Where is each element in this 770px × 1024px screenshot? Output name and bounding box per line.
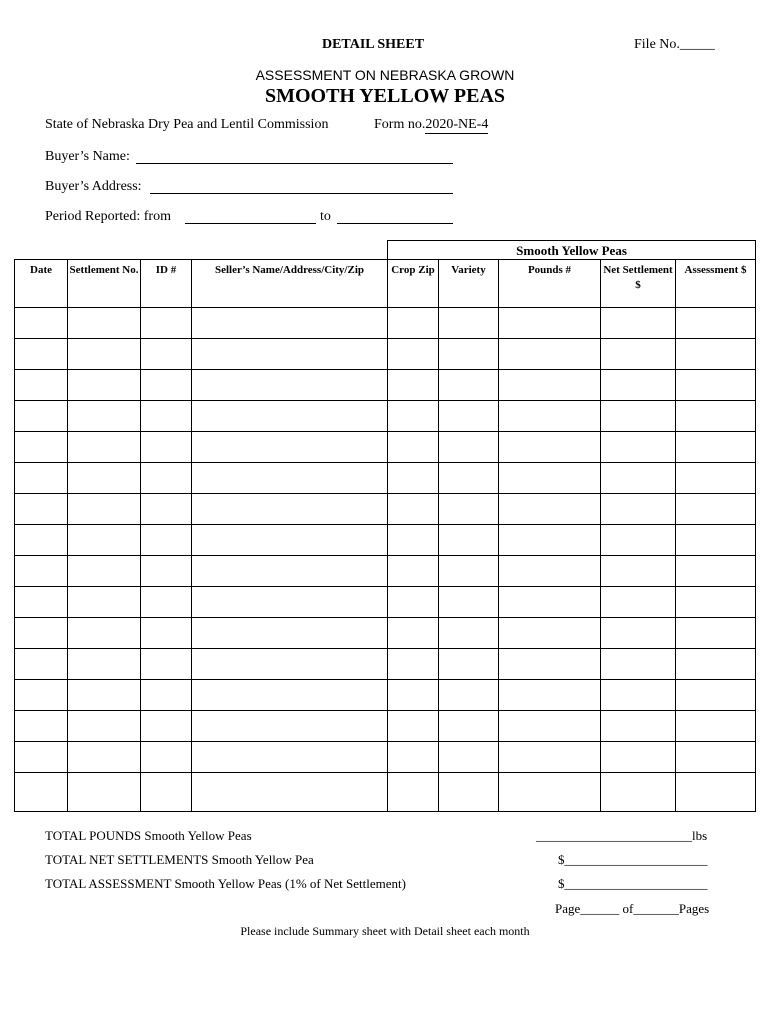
- cell-pounds[interactable]: [499, 618, 601, 649]
- cell-settlement[interactable]: [68, 463, 141, 494]
- table-row: [15, 649, 756, 680]
- cell-date[interactable]: [15, 339, 68, 370]
- cell-id[interactable]: [141, 370, 192, 401]
- table-row: [15, 494, 756, 525]
- total-net-settlements-label: TOTAL NET SETTLEMENTS Smooth Yellow Pea: [45, 852, 314, 867]
- cell-seller[interactable]: [192, 742, 388, 773]
- table-row: [15, 618, 756, 649]
- table-row: [15, 308, 756, 339]
- total-assessment-label: TOTAL ASSESSMENT Smooth Yellow Peas (1% of Net Settlement): [45, 876, 406, 891]
- table-row: [15, 587, 756, 618]
- cell-net-settlement[interactable]: [601, 463, 676, 494]
- cell-date[interactable]: [15, 773, 68, 812]
- commission-name: State of Nebraska Dry Pea and Lentil Commission: [45, 117, 329, 132]
- cell-pounds[interactable]: [499, 711, 601, 742]
- table-row: [15, 773, 756, 812]
- cell-variety[interactable]: [439, 618, 499, 649]
- column-header-crop-zip: Crop Zip: [388, 260, 439, 308]
- cell-id[interactable]: [141, 308, 192, 339]
- cell-settlement[interactable]: [68, 494, 141, 525]
- cell-variety[interactable]: [439, 339, 499, 370]
- cell-id[interactable]: [141, 742, 192, 773]
- footer-note: Please include Summary sheet with Detail sheet each month: [240, 924, 530, 938]
- cell-settlement[interactable]: [68, 370, 141, 401]
- assessment-subtitle: ASSESSMENT ON NEBRASKA GROWN: [255, 67, 515, 83]
- cell-crop-zip[interactable]: [388, 711, 439, 742]
- cell-settlement[interactable]: [68, 773, 141, 812]
- column-header-seller: Seller’s Name/Address/City/Zip: [192, 260, 388, 308]
- cell-assessment[interactable]: [676, 494, 756, 525]
- cell-date[interactable]: [15, 308, 68, 339]
- cell-seller[interactable]: [192, 525, 388, 556]
- cell-pounds[interactable]: [499, 525, 601, 556]
- cell-assessment[interactable]: [676, 432, 756, 463]
- cell-id[interactable]: [141, 494, 192, 525]
- table-row: [15, 711, 756, 742]
- cell-crop-zip[interactable]: [388, 308, 439, 339]
- cell-net-settlement[interactable]: [601, 525, 676, 556]
- cell-net-settlement[interactable]: [601, 742, 676, 773]
- buyer-name-field[interactable]: [136, 163, 453, 164]
- cell-date[interactable]: [15, 432, 68, 463]
- cell-variety[interactable]: [439, 649, 499, 680]
- cell-assessment[interactable]: [676, 587, 756, 618]
- cell-variety[interactable]: [439, 711, 499, 742]
- table-row: [15, 556, 756, 587]
- table-row: [15, 370, 756, 401]
- cell-variety[interactable]: [439, 432, 499, 463]
- cell-crop-zip[interactable]: [388, 370, 439, 401]
- cell-assessment[interactable]: [676, 463, 756, 494]
- cell-seller[interactable]: [192, 308, 388, 339]
- cell-seller[interactable]: [192, 370, 388, 401]
- table-row: [15, 432, 756, 463]
- cell-pounds[interactable]: [499, 773, 601, 812]
- cell-assessment[interactable]: [676, 401, 756, 432]
- detail-sheet-heading: DETAIL SHEET: [321, 37, 425, 52]
- detail-table: [14, 240, 756, 812]
- cell-pounds[interactable]: [499, 370, 601, 401]
- cell-net-settlement[interactable]: [601, 401, 676, 432]
- cell-assessment[interactable]: [676, 649, 756, 680]
- cell-seller[interactable]: [192, 401, 388, 432]
- cell-pounds[interactable]: [499, 463, 601, 494]
- cell-crop-zip[interactable]: [388, 742, 439, 773]
- period-from-field[interactable]: [185, 223, 316, 224]
- period-to-label: to: [320, 209, 331, 224]
- cell-pounds[interactable]: [499, 587, 601, 618]
- cell-id[interactable]: [141, 463, 192, 494]
- cell-seller[interactable]: [192, 339, 388, 370]
- total-net-settlements-field[interactable]: $______________________: [558, 852, 708, 867]
- cell-settlement[interactable]: [68, 401, 141, 432]
- cell-variety[interactable]: [439, 525, 499, 556]
- cell-crop-zip[interactable]: [388, 401, 439, 432]
- cell-id[interactable]: [141, 432, 192, 463]
- cell-net-settlement[interactable]: [601, 649, 676, 680]
- cell-seller[interactable]: [192, 680, 388, 711]
- cell-variety[interactable]: [439, 742, 499, 773]
- cell-id[interactable]: [141, 401, 192, 432]
- cell-crop-zip[interactable]: [388, 463, 439, 494]
- buyer-name-label: Buyer’s Name:: [45, 149, 130, 164]
- cell-id[interactable]: [141, 525, 192, 556]
- table-row: [15, 401, 756, 432]
- cell-id[interactable]: [141, 587, 192, 618]
- cell-assessment[interactable]: [676, 680, 756, 711]
- cell-date[interactable]: [15, 742, 68, 773]
- cell-date[interactable]: [15, 463, 68, 494]
- cell-crop-zip[interactable]: [388, 680, 439, 711]
- cell-seller[interactable]: [192, 463, 388, 494]
- cell-settlement[interactable]: [68, 587, 141, 618]
- cell-net-settlement[interactable]: [601, 370, 676, 401]
- cell-id[interactable]: [141, 711, 192, 742]
- cell-net-settlement[interactable]: [601, 587, 676, 618]
- cell-seller[interactable]: [192, 587, 388, 618]
- column-header-settlement: Settlement No.: [68, 260, 141, 308]
- total-pounds-field[interactable]: ________________________lbs: [536, 828, 708, 843]
- period-to-field[interactable]: [337, 223, 453, 224]
- cell-variety[interactable]: [439, 494, 499, 525]
- cell-crop-zip[interactable]: [388, 618, 439, 649]
- cell-variety[interactable]: [439, 680, 499, 711]
- cell-date[interactable]: [15, 401, 68, 432]
- cell-date[interactable]: [15, 618, 68, 649]
- total-assessment-field[interactable]: $______________________: [558, 876, 708, 891]
- column-header-date: Date: [15, 260, 68, 308]
- column-header-pounds: Pounds #: [499, 260, 601, 308]
- cell-settlement[interactable]: [68, 742, 141, 773]
- cell-variety[interactable]: [439, 401, 499, 432]
- table-group-header-row: [15, 241, 756, 260]
- cell-net-settlement[interactable]: [601, 711, 676, 742]
- cell-seller[interactable]: [192, 649, 388, 680]
- cell-seller[interactable]: [192, 711, 388, 742]
- cell-assessment[interactable]: [676, 308, 756, 339]
- table-spacer: [15, 241, 388, 260]
- cell-settlement[interactable]: [68, 618, 141, 649]
- cell-variety[interactable]: [439, 370, 499, 401]
- form-number: [374, 117, 488, 134]
- column-header-net-settlement: Net Settlement $: [601, 260, 676, 308]
- cell-assessment[interactable]: [676, 525, 756, 556]
- cell-id[interactable]: [141, 556, 192, 587]
- column-header-variety: Variety: [439, 260, 499, 308]
- table-body: [15, 308, 756, 812]
- cell-net-settlement[interactable]: [601, 308, 676, 339]
- cell-pounds[interactable]: [499, 556, 601, 587]
- cell-seller[interactable]: [192, 618, 388, 649]
- cell-id[interactable]: [141, 680, 192, 711]
- cell-seller[interactable]: [192, 773, 388, 812]
- cell-crop-zip[interactable]: [388, 556, 439, 587]
- cell-variety[interactable]: [439, 556, 499, 587]
- cell-pounds[interactable]: [499, 680, 601, 711]
- cell-date[interactable]: [15, 680, 68, 711]
- table-row: [15, 525, 756, 556]
- cell-pounds[interactable]: [499, 432, 601, 463]
- cell-settlement[interactable]: [68, 711, 141, 742]
- table-row: [15, 339, 756, 370]
- cell-seller[interactable]: [192, 494, 388, 525]
- cell-crop-zip[interactable]: [388, 525, 439, 556]
- cell-date[interactable]: [15, 494, 68, 525]
- cell-variety[interactable]: [439, 773, 499, 812]
- cell-crop-zip[interactable]: [388, 649, 439, 680]
- cell-pounds[interactable]: [499, 401, 601, 432]
- cell-settlement[interactable]: [68, 556, 141, 587]
- cell-settlement[interactable]: [68, 680, 141, 711]
- cell-crop-zip[interactable]: [388, 773, 439, 812]
- buyer-address-field[interactable]: [150, 193, 453, 194]
- cell-net-settlement[interactable]: [601, 680, 676, 711]
- cell-settlement[interactable]: [68, 339, 141, 370]
- cell-crop-zip[interactable]: [388, 494, 439, 525]
- cell-assessment[interactable]: [676, 742, 756, 773]
- cell-variety[interactable]: [439, 587, 499, 618]
- cell-pounds[interactable]: [499, 339, 601, 370]
- cell-crop-zip[interactable]: [388, 339, 439, 370]
- cell-assessment[interactable]: [676, 370, 756, 401]
- cell-seller[interactable]: [192, 556, 388, 587]
- cell-id[interactable]: [141, 773, 192, 812]
- buyer-address-label: Buyer’s Address:: [45, 179, 142, 194]
- page-title: SMOOTH YELLOW PEAS: [264, 85, 506, 107]
- cell-date[interactable]: [15, 556, 68, 587]
- cell-date[interactable]: [15, 649, 68, 680]
- cell-id[interactable]: [141, 649, 192, 680]
- cell-variety[interactable]: [439, 308, 499, 339]
- total-pounds-label: TOTAL POUNDS Smooth Yellow Peas: [45, 828, 252, 843]
- cell-id[interactable]: [141, 618, 192, 649]
- table-row: [15, 742, 756, 773]
- cell-settlement[interactable]: [68, 649, 141, 680]
- table-row: [15, 680, 756, 711]
- cell-settlement[interactable]: [68, 525, 141, 556]
- cell-net-settlement[interactable]: [601, 773, 676, 812]
- table-header-row: [15, 260, 756, 308]
- cell-date[interactable]: [15, 525, 68, 556]
- cell-net-settlement[interactable]: [601, 618, 676, 649]
- cell-date[interactable]: [15, 370, 68, 401]
- cell-seller[interactable]: [192, 432, 388, 463]
- cell-settlement[interactable]: [68, 308, 141, 339]
- cell-assessment[interactable]: [676, 556, 756, 587]
- cell-net-settlement[interactable]: [601, 556, 676, 587]
- cell-id[interactable]: [141, 339, 192, 370]
- cell-assessment[interactable]: [676, 773, 756, 812]
- cell-date[interactable]: [15, 711, 68, 742]
- cell-net-settlement[interactable]: [601, 494, 676, 525]
- cell-net-settlement[interactable]: [601, 339, 676, 370]
- period-from-label: Period Reported: from: [45, 209, 171, 224]
- cell-pounds[interactable]: [499, 308, 601, 339]
- smooth-yellow-peas-group-header: Smooth Yellow Peas: [388, 241, 756, 260]
- cell-assessment[interactable]: [676, 711, 756, 742]
- cell-variety[interactable]: [439, 463, 499, 494]
- cell-pounds[interactable]: [499, 649, 601, 680]
- cell-assessment[interactable]: [676, 339, 756, 370]
- cell-net-settlement[interactable]: [601, 432, 676, 463]
- cell-assessment[interactable]: [676, 618, 756, 649]
- cell-settlement[interactable]: [68, 432, 141, 463]
- cell-pounds[interactable]: [499, 494, 601, 525]
- form-number-label: Form no.: [374, 117, 426, 132]
- cell-pounds[interactable]: [499, 742, 601, 773]
- file-number-field[interactable]: File No._____: [634, 37, 715, 52]
- column-header-id: ID #: [141, 260, 192, 308]
- cell-crop-zip[interactable]: [388, 587, 439, 618]
- column-header-assessment: Assessment $: [676, 260, 756, 308]
- form-number-value: 2020-NE-4: [425, 117, 489, 132]
- cell-crop-zip[interactable]: [388, 432, 439, 463]
- page-count-field[interactable]: Page______ of_______Pages: [555, 901, 710, 916]
- table-row: [15, 463, 756, 494]
- cell-date[interactable]: [15, 587, 68, 618]
